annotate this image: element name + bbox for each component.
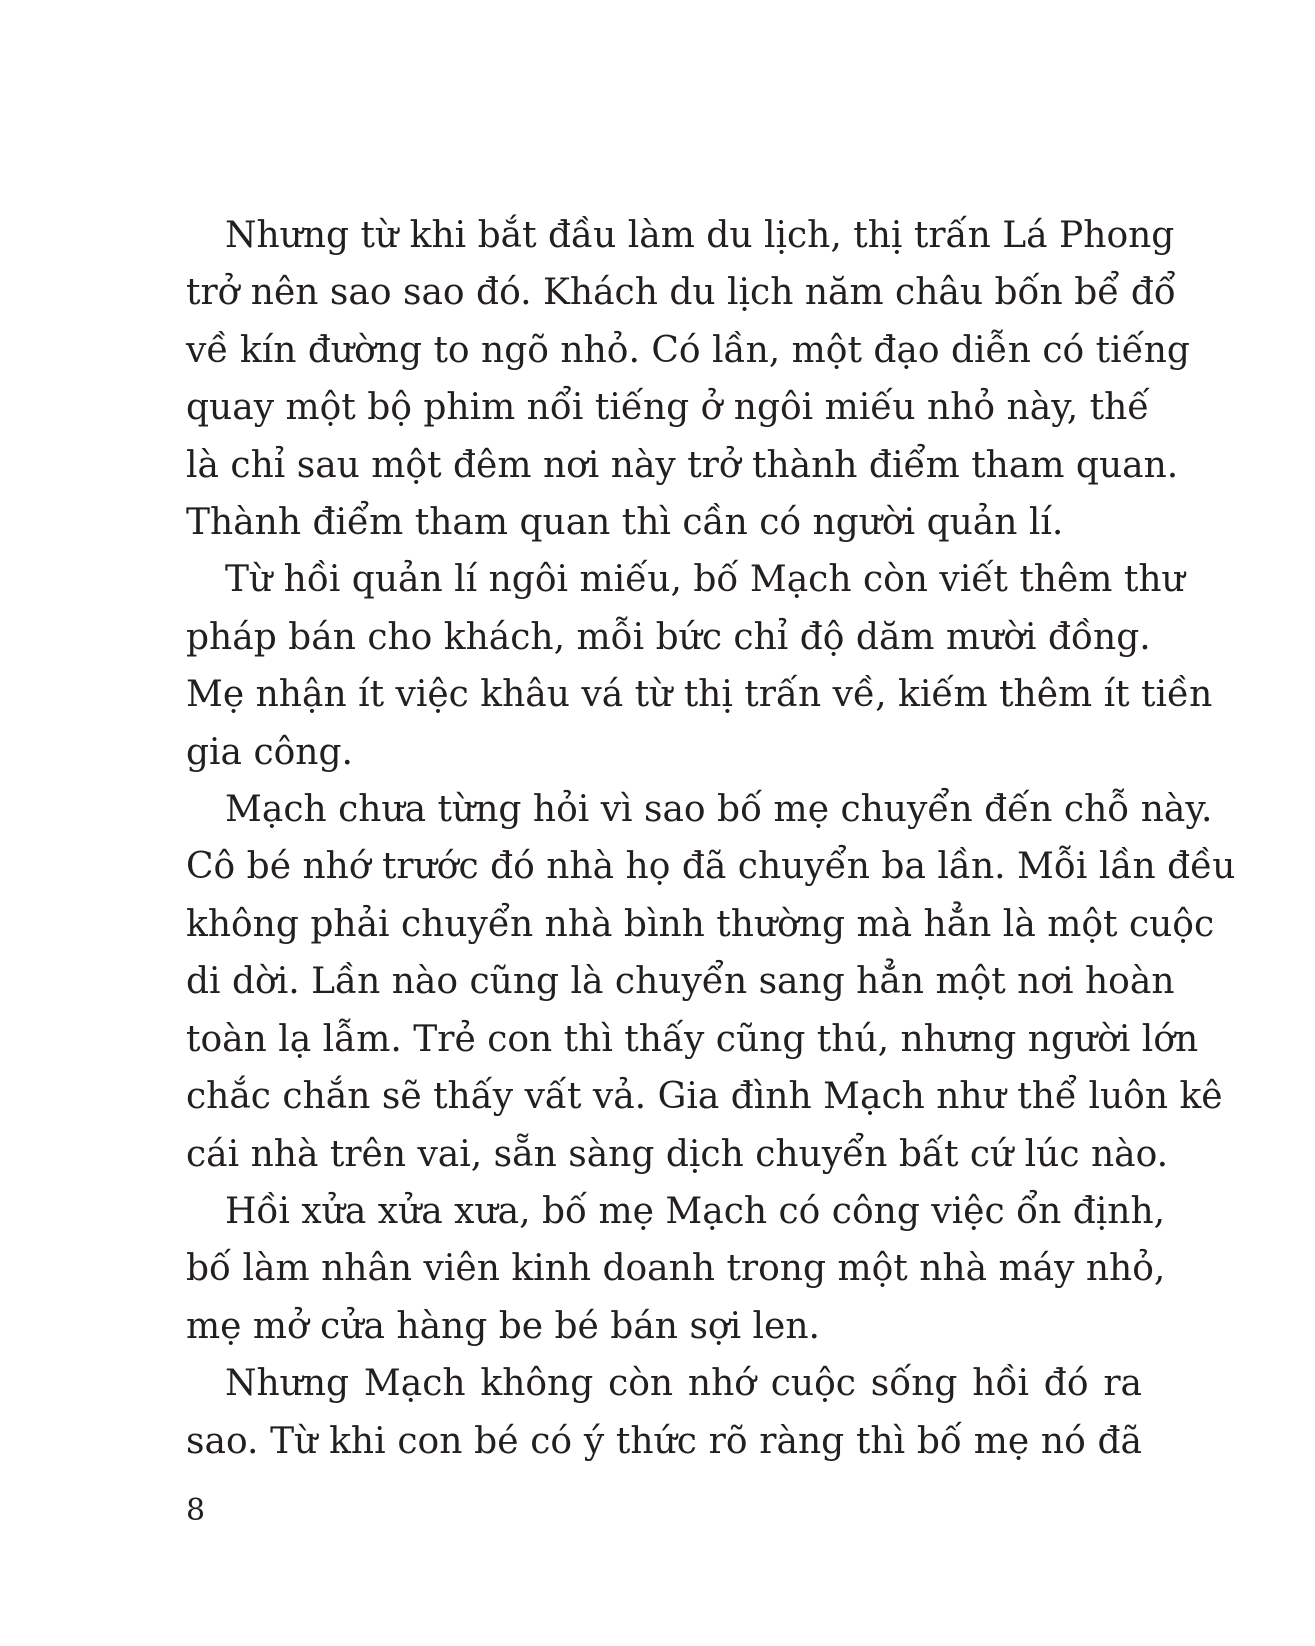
paragraph-5 [186, 1355, 1142, 1470]
text-line: sao. Từ khi con bé có ý thức rõ ràng thì bố mẹ nó đã [186, 1420, 1142, 1462]
paragraph-3 [186, 781, 1236, 1183]
text-line: Hồi xửa xửa xưa, bố mẹ Mạch có công việc ổn định, [225, 1190, 1166, 1232]
text-line: toàn lạ lẫm. Trẻ con thì thấy cũng thú, nhưng người lớn [186, 1018, 1199, 1060]
page-number: 8 [186, 1493, 206, 1528]
text-line: Mẹ nhận ít việc khâu vá từ thị trấn về, kiếm thêm ít tiền [186, 674, 1213, 716]
text-line: trở nên sao sao đó. Khách du lịch năm châu bốn bể đổ [186, 272, 1176, 314]
text-line: Từ hồi quản lí ngôi miếu, bố Mạch còn viết thêm thư [225, 559, 1185, 601]
text-line: cái nhà trên vai, sẵn sàng dịch chuyển bất cứ lúc nào. [186, 1133, 1169, 1175]
text-line: Cô bé nhớ trước đó nhà họ đã chuyển ba lần. Mỗi lần đều [186, 846, 1236, 888]
text-line: di dời. Lần nào cũng là chuyển sang hẳn một nơi hoàn [186, 961, 1175, 1003]
text-line: quay một bộ phim nổi tiếng ở ngôi miếu nhỏ này, thế [186, 387, 1150, 429]
paragraph-1 [186, 207, 1190, 551]
text-line: Nhưng từ khi bắt đầu làm du lịch, thị trấn Lá Phong [225, 215, 1175, 256]
text-line: gia công. [186, 731, 353, 773]
text-line: là chỉ sau một đêm nơi này trở thành điểm tham quan. [186, 444, 1179, 486]
text-line: Nhưng Mạch không còn nhớ cuộc sống hồi đó ra [225, 1363, 1142, 1405]
text-line: không phải chuyển nhà bình thường mà hẳn là một cuộc [186, 903, 1215, 945]
paragraph-4 [186, 1183, 1166, 1355]
body-text [186, 207, 1236, 1470]
text-line: bố làm nhân viên kinh doanh trong một nhà máy nhỏ, [186, 1248, 1166, 1290]
text-line: về kín đường to ngõ nhỏ. Có lần, một đạo diễn có tiếng [186, 329, 1190, 371]
paragraph-2 [186, 551, 1213, 781]
text-line: Mạch chưa từng hỏi vì sao bố mẹ chuyển đến chỗ này. [225, 789, 1213, 831]
text-line: Thành điểm tham quan thì cần có người quản lí. [186, 502, 1064, 544]
text-line: mẹ mở cửa hàng be bé bán sợi len. [186, 1305, 820, 1347]
text-line: pháp bán cho khách, mỗi bức chỉ độ dăm mười đồng. [186, 616, 1151, 658]
text-line: chắc chắn sẽ thấy vất vả. Gia đình Mạch như thể luôn kê [186, 1076, 1223, 1118]
